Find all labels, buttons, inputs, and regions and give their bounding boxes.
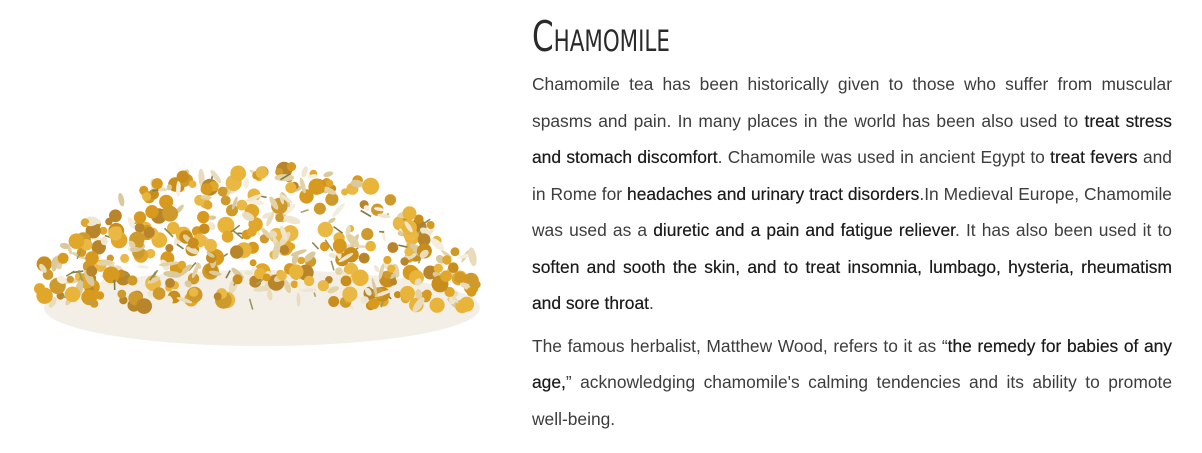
flower-head-mark <box>214 292 222 300</box>
flower-head-mark <box>400 286 415 301</box>
flower-head-mark <box>451 247 460 256</box>
flower-head-mark <box>263 274 271 282</box>
chamomile-image <box>0 0 510 453</box>
petal-mark <box>373 264 380 273</box>
emphasis-text: treat fevers <box>1050 147 1138 167</box>
flower-head-mark <box>188 238 199 249</box>
flower-head-mark <box>165 278 175 288</box>
flower-head-mark <box>145 205 158 218</box>
flower-head-mark <box>275 214 284 223</box>
emphasis-text: diuretic and a pain and fatigue reliever <box>653 220 955 240</box>
body-text: . <box>648 293 654 313</box>
petal-mark <box>300 166 309 178</box>
flower-head-mark <box>289 264 304 279</box>
flower-head-mark <box>473 280 481 288</box>
flower-head-mark <box>285 182 296 193</box>
flower-head-mark <box>403 206 417 220</box>
flower-head-mark <box>237 200 248 211</box>
flower-head-mark <box>226 204 238 216</box>
flower-head-mark <box>86 266 97 277</box>
flower-head-mark <box>165 244 173 252</box>
flower-head-mark <box>383 256 391 264</box>
flower-pile-group <box>34 162 481 346</box>
flower-head-mark <box>144 227 155 238</box>
flower-head-mark <box>105 218 112 225</box>
flower-head-mark <box>218 187 228 197</box>
flower-head-mark <box>142 192 151 201</box>
flower-head-mark <box>199 224 210 235</box>
flower-head-mark <box>390 279 397 286</box>
emphasis-text: the remedy for babies of any age, <box>532 335 1172 392</box>
flower-head-mark <box>448 262 459 273</box>
flower-head-mark <box>67 276 74 283</box>
emphasis-text: headaches and urinary tract disorders <box>627 183 920 204</box>
stem-mark <box>232 230 243 239</box>
petal-mark <box>467 247 478 267</box>
flower-head-mark <box>427 221 435 229</box>
flower-head-mark <box>387 265 395 273</box>
petal-mark <box>243 177 250 188</box>
flower-head-mark <box>341 276 352 287</box>
flower-head-mark <box>318 222 333 237</box>
flower-head-mark <box>135 223 145 233</box>
flower-head-mark <box>280 245 290 255</box>
flower-head-mark <box>247 227 257 237</box>
flower-head-mark <box>81 218 90 227</box>
flower-head-mark <box>362 178 379 195</box>
content <box>532 8 1172 437</box>
paragraph-history <box>532 66 1172 322</box>
flower-head-mark <box>203 201 212 210</box>
flower-head-mark <box>423 290 432 299</box>
stem-mark <box>399 245 408 247</box>
page-title: Chamomile <box>532 12 670 61</box>
flower-head-mark <box>326 180 333 187</box>
flower-head-mark <box>65 287 81 303</box>
flower-head-mark <box>328 296 339 307</box>
petal-mark <box>208 215 216 220</box>
flower-head-mark <box>153 287 166 300</box>
stem-mark <box>301 210 309 213</box>
paragraph-herbalist-quote <box>532 328 1172 438</box>
flower-head-mark <box>58 253 69 264</box>
flower-head-mark <box>467 287 477 297</box>
emphasis-text: soften and sooth the skin, and to treat insomnia, lumbago, hysteria, rheumatism and sore throat <box>532 256 1172 313</box>
flower-head-mark <box>152 178 163 189</box>
flower-head-mark <box>404 247 413 256</box>
flower-head-mark <box>256 166 268 178</box>
flower-head-mark <box>127 275 137 285</box>
flower-head-mark <box>288 243 295 250</box>
flower-head-mark <box>230 166 246 182</box>
flower-head-mark <box>388 242 399 253</box>
stem-mark <box>152 190 158 191</box>
flower-head-mark <box>298 257 306 265</box>
stem-mark <box>361 211 371 217</box>
flower-head-mark <box>291 281 299 289</box>
petal-mark <box>117 192 125 206</box>
flower-head-mark <box>233 274 243 284</box>
emphasis-text: treat stress and stomach discomfort <box>532 110 1172 167</box>
petal-mark <box>101 237 108 245</box>
flower-head-mark <box>136 240 144 248</box>
flower-head-mark <box>287 162 296 171</box>
flower-head-mark <box>308 179 324 195</box>
body-text: . Chamomile was used in ancient Egypt to <box>717 147 1051 167</box>
flower-head-mark <box>250 259 257 266</box>
flower-head-mark <box>385 194 396 205</box>
flower-head-mark <box>189 288 198 297</box>
flower-head-mark <box>178 261 186 269</box>
stem-mark <box>379 232 384 233</box>
flower-head-mark <box>359 253 370 264</box>
flower-head-mark <box>314 203 326 215</box>
flower-head-mark <box>189 180 197 188</box>
flower-head-mark <box>108 226 122 240</box>
chamomile-flowers-pile-image <box>0 0 510 453</box>
flower-head-mark <box>352 270 369 287</box>
flower-head-mark <box>440 270 452 282</box>
flower-head-mark <box>197 211 209 223</box>
flower-head-mark <box>342 287 357 302</box>
body-text: ” acknowledging chamomile's calming tendencies and its ability to promote well-being. <box>532 372 1172 429</box>
flower-head-mark <box>430 298 445 313</box>
body-text: The famous herbalist, Matthew Wood, refers to it as “ <box>532 335 948 356</box>
flower-head-mark <box>230 245 243 258</box>
flower-head-mark <box>454 275 462 283</box>
petal-mark <box>137 265 149 269</box>
flower-head-mark <box>221 196 231 206</box>
body-text: and in Rome for <box>532 147 1172 204</box>
petal-mark <box>323 170 334 178</box>
flower-head-mark <box>222 231 234 243</box>
body-text: . It has also been used it to <box>954 220 1172 240</box>
flower-head-mark <box>201 183 213 195</box>
stem-mark <box>331 261 334 271</box>
body-text: Chamomile tea has been historically given to those who suffer from muscular spasms and pain. In many places in the world has been also used to <box>532 74 1172 131</box>
flower-head-mark <box>277 271 287 281</box>
flower-head-mark <box>318 280 329 291</box>
flower-head-mark <box>34 283 45 294</box>
body-text: .In Medieval Europe, Chamomile was used as a <box>532 183 1172 240</box>
flower-head-mark <box>365 241 376 252</box>
flower-head-mark <box>434 264 443 273</box>
flower-head-mark <box>400 257 408 265</box>
flower-head-mark <box>335 245 344 254</box>
flower-head-mark <box>394 218 404 228</box>
flower-head-mark <box>69 233 85 249</box>
flower-head-mark <box>341 188 348 195</box>
flower-head-mark <box>304 276 314 286</box>
stem-mark <box>177 244 184 249</box>
flower-head-mark <box>459 297 474 312</box>
flower-head-mark <box>361 228 373 240</box>
flower-head-mark <box>162 206 178 222</box>
flower-head-mark <box>136 298 152 314</box>
stem-mark <box>312 242 318 249</box>
flower-head-mark <box>177 171 189 183</box>
stem-mark <box>334 227 343 234</box>
flower-head-mark <box>134 211 146 223</box>
flower-head-mark <box>117 290 126 299</box>
flower-head-mark <box>325 193 338 206</box>
flower-head-mark <box>442 255 451 264</box>
flower-head-mark <box>120 254 129 263</box>
